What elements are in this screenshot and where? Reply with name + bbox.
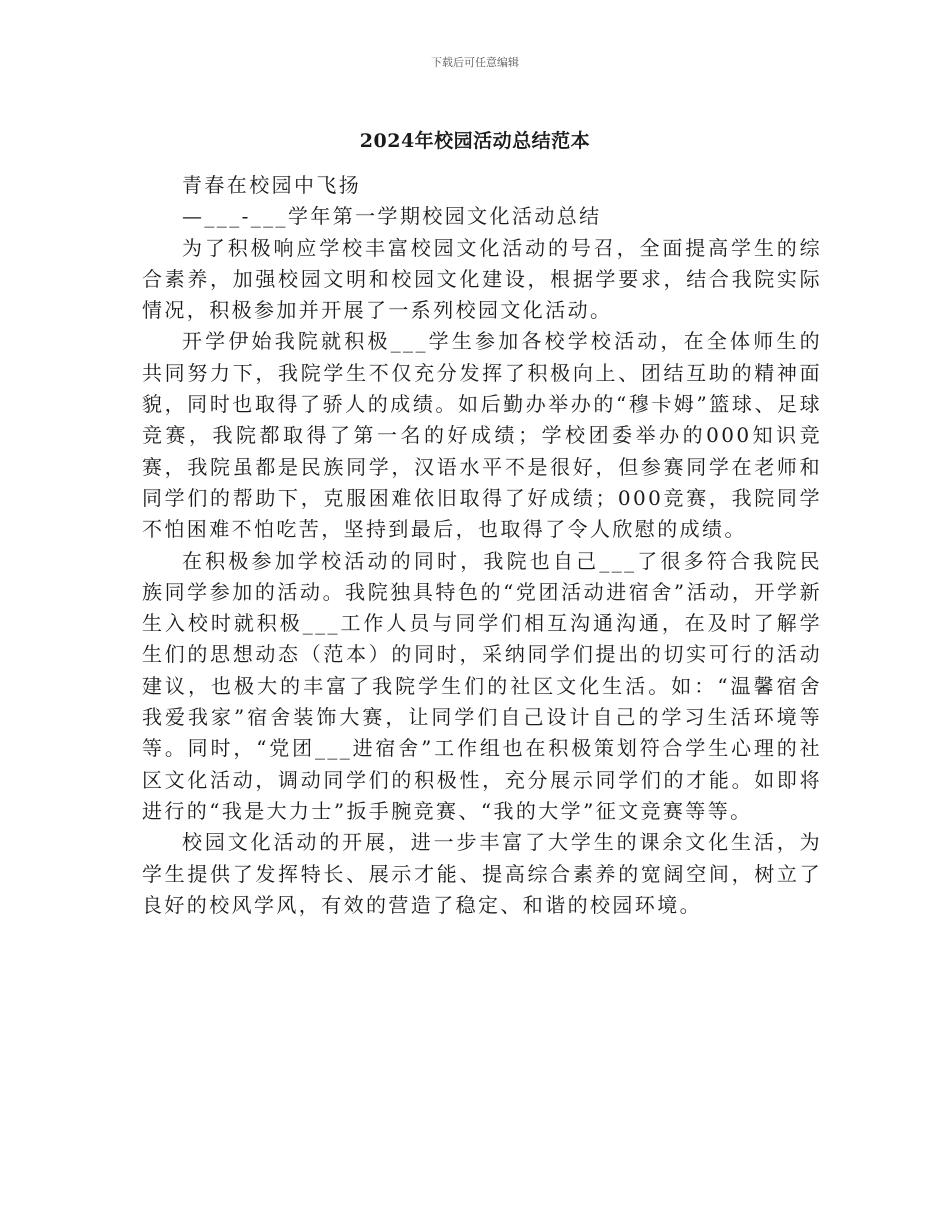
paragraph-1: 为了积极响应学校丰富校园文化活动的号召，全面提高学生的综合素养，加强校园文明和校园文化建设，根据学要求，结合我院实际情况，积极参加并开展了一系列校园文化活动。 [142, 235, 822, 323]
document-subtitle: 青春在校园中飞扬 [182, 173, 362, 197]
document-body [142, 170, 822, 921]
paragraph-4: 校园文化活动的开展，进一步丰富了大学生的课余文化生活，为学生提供了发挥特长、展示才能、提高综合素养的宽阔空间，树立了良好的校风学风，有效的营造了稳定、和谐的校园环境。 [142, 830, 822, 917]
document-subheading: —___-___学年第一学期校园文化活动总结 [182, 204, 602, 229]
document-title: 2024年校园活动总结范本 [359, 130, 591, 152]
paragraph-3: 在积极参加学校活动的同时，我院也自己___了很多符合我院民族同学参加的活动。我院独具特色的“党团活动进宿舍”活动，开学新生入校时就积极___工作人员与同学们相互沟通沟通，在及时了解学生们的思想动态（范本）的同时，采纳同学们提出的切实可行的活动建议，也极大的丰富了我院学生们的社区文化生活。如：“温馨宿舍我爱我家”宿舍装饰大赛，让同学们自己设计自己的学习生活环境等等。同时，“党团___进宿舍”工作组也在积极策划符合学生心理的社区文化活动，调动同学们的积极性，充分展示同学们的才能。如即将进行的“我是大力士”扳手腕竞赛、“我的大学”征文竞赛等等。 [142, 548, 822, 823]
header-note: 下载后可任意编辑 [431, 56, 519, 69]
paragraph-2: 开学伊始我院就积极___学生参加各校学校活动，在全体师生的共同努力下，我院学生不仅充分发挥了积极向上、团结互助的精神面貌，同时也取得了骄人的成绩。如后勤办举办的“穆卡姆”篮球、足球竞赛，我院都取得了第一名的好成绩；学校团委举办的000知识竞赛，我院虽都是民族同学，汉语水平不是很好，但参赛同学在老师和同学们的帮助下，克服困难依旧取得了好成绩；000竞赛，我院同学不怕困难不怕吃苦，坚持到最后，也取得了令人欣慰的成绩。 [142, 329, 822, 542]
